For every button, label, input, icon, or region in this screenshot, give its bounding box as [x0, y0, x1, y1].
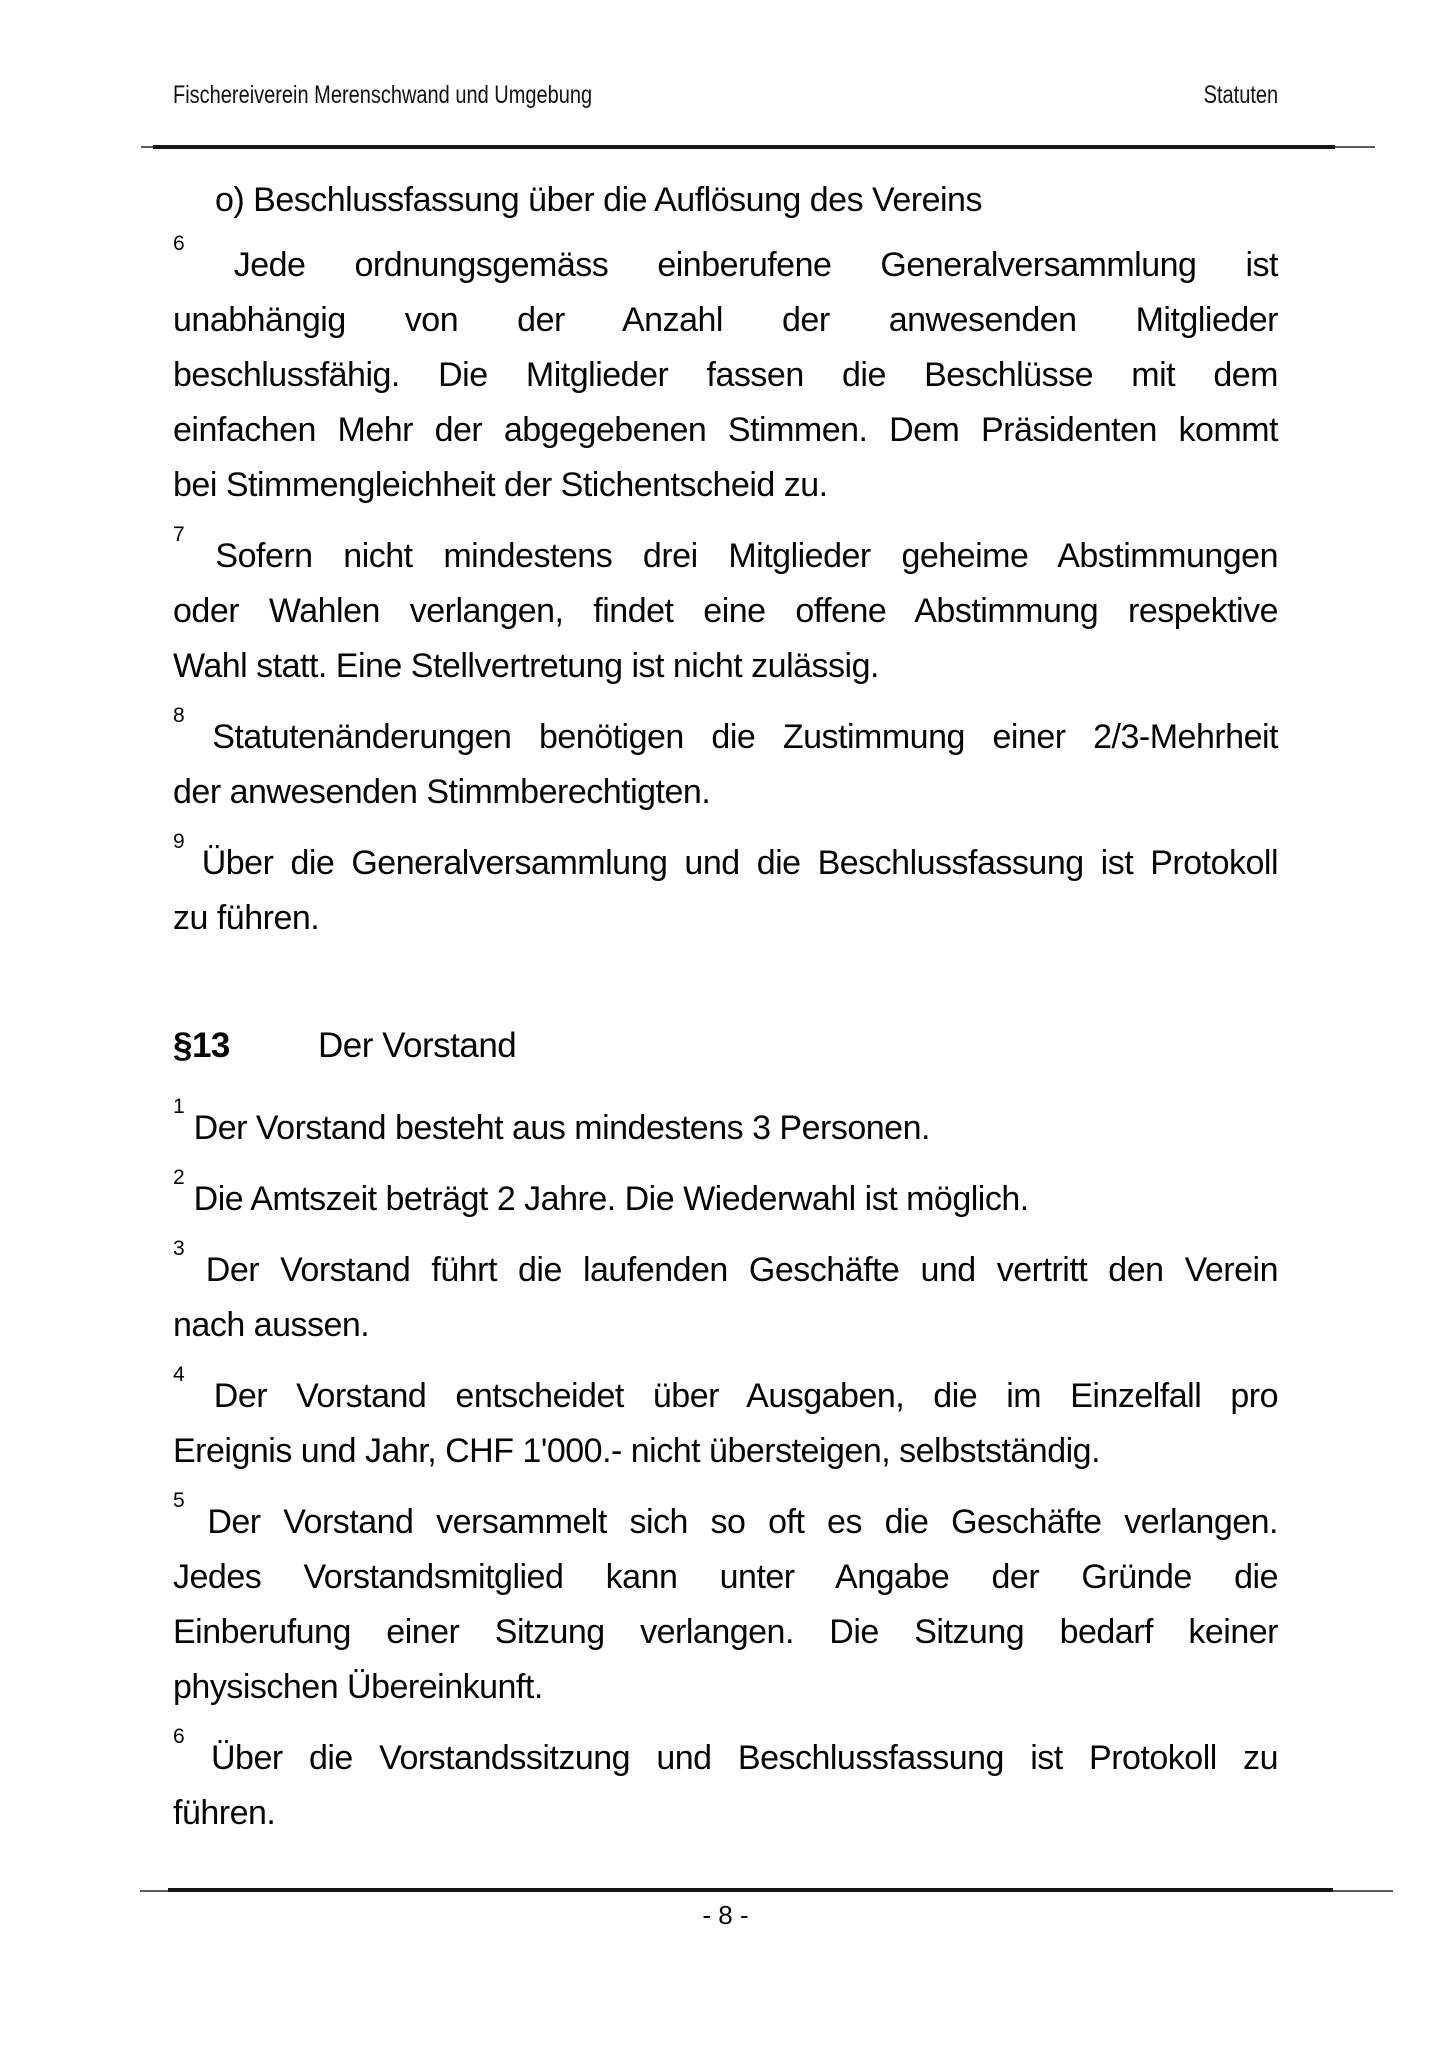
paragraph-line: $^3$ Der Vorstand führt die laufenden Geschäfte und vertritt den Verein — [173, 1236, 1278, 1289]
header-document-type: Statuten — [1203, 81, 1278, 109]
paragraph-line: nach aussen. — [173, 1306, 370, 1344]
paragraph-line: Jedes Vorstandsmitglied kann unter Angabe der Gründe die — [173, 1558, 1278, 1596]
paragraph-number: 1 — [173, 1094, 185, 1118]
paragraph-line: $^1$ Der Vorstand besteht aus mindestens 3 Personen. — [173, 1094, 930, 1147]
paragraph-number: 5 — [173, 1488, 185, 1512]
paragraph-number: 9 — [173, 829, 185, 853]
page-number: - 8 - — [702, 1900, 749, 1930]
paragraph-line: oder Wahlen verlangen, findet eine offene Abstimmung respektive — [173, 592, 1278, 630]
document-body — [173, 0, 1278, 1857]
paragraph-line: bei Stimmengleichheit der Stichentscheid zu. — [173, 466, 828, 504]
paragraph-line: Wahl statt. Eine Stellvertretung ist nicht zulässig. — [173, 647, 879, 685]
paragraph-line: der anwesenden Stimmberechtigten. — [173, 773, 711, 811]
general-assembly-paragraphs — [173, 231, 1278, 946]
paragraph-line: physischen Übereinkunft. — [173, 1668, 543, 1706]
list-item-heading: o) Beschlussfassung über die Auflösung des Vereins — [215, 181, 982, 219]
paragraph-number: 6 — [173, 231, 185, 255]
paragraph — [173, 1236, 1278, 1353]
paragraph-line: $^5$ Der Vorstand versammelt sich so oft es die Geschäfte verlangen. — [173, 1488, 1278, 1541]
paragraph-line: $^4$ Der Vorstand entscheidet über Ausgaben, die im Einzelfall pro — [173, 1362, 1278, 1415]
vorstand-paragraphs — [173, 1094, 1278, 1841]
paragraph-number: 6 — [173, 1724, 185, 1748]
paragraph — [173, 1165, 1278, 1227]
paragraph-number: 3 — [173, 1236, 185, 1260]
paragraph-line: beschlussfähig. Die Mitglieder fassen die Beschlüsse mit dem — [173, 356, 1278, 394]
paragraph — [173, 1724, 1278, 1841]
paragraph-number: 8 — [173, 703, 185, 727]
paragraph-line: Ereignis und Jahr, CHF 1'000.- nicht übersteigen, selbstständig. — [173, 1432, 1101, 1470]
section-number: §13 — [173, 1026, 230, 1065]
paragraph — [173, 829, 1278, 946]
paragraph-number: 7 — [173, 522, 185, 546]
paragraph — [173, 231, 1278, 513]
paragraph-number: 2 — [173, 1165, 185, 1189]
paragraph — [173, 1362, 1278, 1479]
paragraph-line: $^7$ Sofern nicht mindestens drei Mitglieder geheime Abstimmungen — [173, 522, 1278, 575]
paragraph — [173, 703, 1278, 820]
paragraph — [173, 522, 1278, 694]
section-heading — [173, 1018, 1278, 1073]
paragraph-line: $^2$ Die Amtszeit beträgt 2 Jahre. Die Wiederwahl ist möglich. — [173, 1165, 1029, 1218]
paragraph-line: einfachen Mehr der abgegebenen Stimmen. Dem Präsidenten kommt — [173, 411, 1278, 449]
section-title: Der Vorstand — [318, 1026, 517, 1065]
paragraph — [173, 1094, 1278, 1156]
header-document-title: Fischereiverein Merenschwand und Umgebung — [173, 81, 593, 109]
paragraph — [173, 1488, 1278, 1715]
paragraph-number: 4 — [173, 1362, 185, 1386]
paragraph-line: $^6$ Über die Vorstandssitzung und Beschlussfassung ist Protokoll zu — [173, 1724, 1278, 1777]
paragraph-line: führen. — [173, 1794, 276, 1832]
paragraph-line: $^6$ Jede ordnungsgemäss einberufene Generalversammlung ist — [173, 231, 1278, 284]
paragraph-line: $^9$ Über die Generalversammlung und die Beschlussfassung ist Protokoll — [173, 829, 1278, 882]
paragraph-line: Einberufung einer Sitzung verlangen. Die Sitzung bedarf keiner — [173, 1613, 1278, 1651]
footer-rule-thick-line — [168, 1888, 1333, 1892]
paragraph-line: unabhängig von der Anzahl der anwesenden Mitglieder — [173, 301, 1278, 339]
paragraph-line: zu führen. — [173, 899, 320, 937]
paragraph-line: $^8$ Statutenänderungen benötigen die Zustimmung einer 2/3-Mehrheit — [173, 703, 1278, 756]
